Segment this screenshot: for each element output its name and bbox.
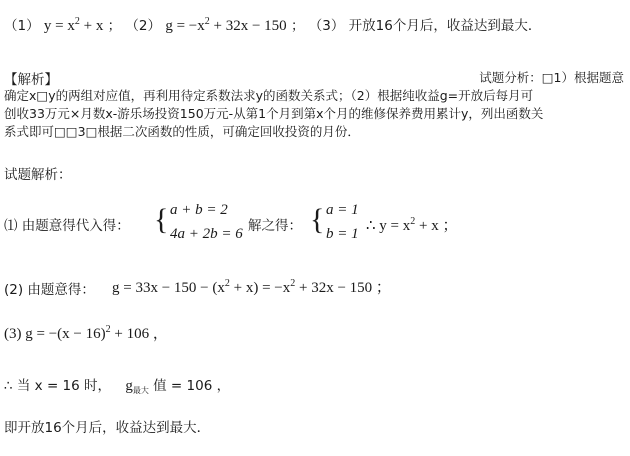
analysis-intro: 试题分析：□1）根据题意: [479, 70, 624, 85]
separator: ；: [107, 18, 122, 34]
step3-equation: (3) $g = -(x - 16)^2 + 106$ ，: [4, 324, 168, 342]
part2-equation: $g = -x^2 + 32x - 150$: [165, 16, 287, 34]
left-brace: {: [154, 203, 169, 236]
step1-therefore: ∴ $y = x^2 + x$ ；: [366, 216, 458, 234]
step2-equation: $g = 33x - 150 - (x^2 + x) = -x^2 + 32x - 150$ ；: [112, 278, 391, 296]
part3-text: 开放16个月后，收益达到最大．: [348, 18, 542, 34]
analysis-line-3: 系式即可□□3□根据二次函数的性质，可确定回收投资的月份．: [4, 124, 360, 139]
step1-label: ⑴ 由题意得代入得：: [4, 218, 130, 234]
step4-line: [4, 374, 230, 396]
analysis-line-1: 确定x□y的两组对应值，再利用待定系数法求y的函数关系式；（2）根据纯收益g=开放后每月可: [4, 88, 534, 103]
part1-equation: $y = x^2 + x$: [43, 16, 104, 34]
system-eq-1: a + b = 2: [170, 202, 228, 218]
step4-text-b: 值 = 106 ，: [153, 378, 231, 394]
separator: ；: [290, 18, 305, 34]
result-a: a = 1: [326, 202, 359, 218]
analysis-heading: 【解析】: [4, 72, 58, 88]
part1-label: （1）: [4, 18, 40, 34]
answer-line: [4, 14, 541, 35]
step1-solve-text: 解之得：: [248, 218, 302, 234]
max-subscript: 最大: [132, 386, 149, 395]
result-b: b = 1: [326, 226, 359, 242]
step4-text-a: ∴ 当 x = 16 时，: [4, 378, 112, 394]
part3-label: （3）: [308, 18, 345, 34]
final-conclusion: 即开放16个月后，收益达到最大．: [4, 420, 211, 436]
left-brace: {: [310, 203, 325, 236]
analysis-line-2: 创收33万元×月数x-游乐场投资150万元-从第1个月到第x个月的维修保养费用累计y，列出函数关: [4, 106, 544, 121]
system-eq-2: 4a + 2b = 6: [170, 226, 243, 242]
part2-label: （2）: [125, 18, 162, 34]
step2-label: (2) 由题意得：: [4, 282, 95, 298]
g-symbol: g: [125, 378, 133, 394]
solution-heading: 试题解析：: [4, 167, 72, 183]
